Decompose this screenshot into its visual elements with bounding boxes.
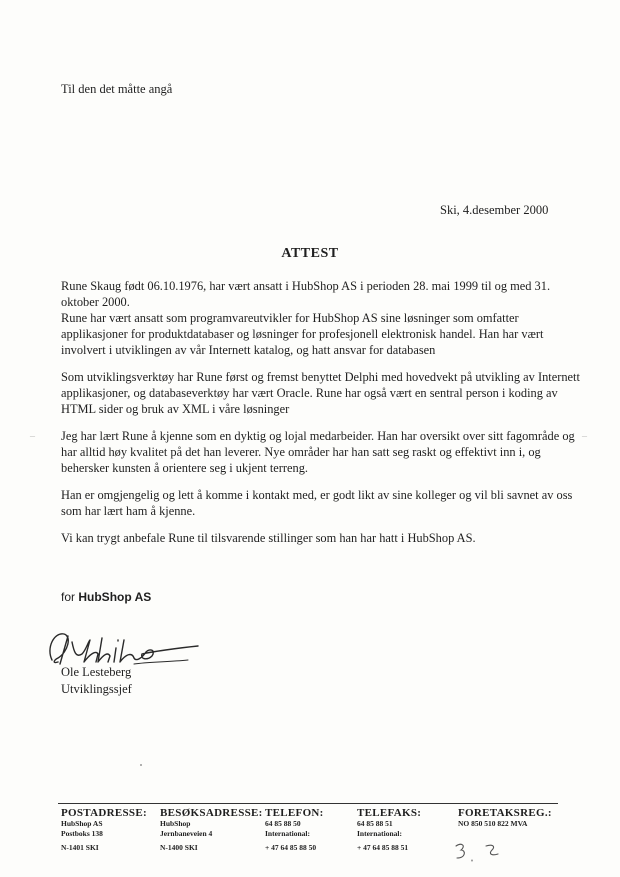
footer-line: Jernbaneveien 4 bbox=[160, 829, 213, 838]
paragraph-social bbox=[61, 487, 581, 519]
footer-postal-address bbox=[61, 807, 147, 853]
footer-business-registration bbox=[458, 807, 552, 829]
company-signoff bbox=[61, 590, 151, 604]
document-title: ATTEST bbox=[281, 246, 339, 261]
signer-title: Utviklingssjef bbox=[61, 682, 132, 696]
paragraph-text: Jeg har lært Rune å kjenne som en dyktig og lojal medarbeider. Han har oversikt over sitt fagområde og har alltid høy kvalitet på det han leverer. Nye områder har han satt seg raskt og effektivt inn i, og behersker kunsten å orientere seg i ukjent terreng. bbox=[61, 429, 575, 475]
paragraph-text: Han er omgjengelig og lett å komme i kontakt med, er godt likt av sine kolleger og vil bli savnet av oss som har lært ham å kjenne. bbox=[61, 488, 573, 518]
paragraph-recommendation bbox=[61, 530, 581, 546]
footer-heading: POSTADRESSE: bbox=[61, 807, 147, 819]
signer-block bbox=[61, 664, 132, 698]
footer-heading: BESØKSADRESSE: bbox=[160, 807, 263, 819]
footer-heading: TELEFAKS: bbox=[357, 807, 422, 819]
signer-name: Ole Lesteberg bbox=[61, 665, 132, 679]
footer-heading: TELEFON: bbox=[265, 807, 324, 819]
paragraph-employment bbox=[61, 278, 581, 358]
footer-phone bbox=[265, 807, 324, 853]
footer-line: + 47 64 85 88 51 bbox=[357, 843, 409, 852]
footer-line: Postboks 138 bbox=[61, 829, 103, 838]
handwritten-page-mark bbox=[452, 838, 522, 866]
footer-line: International: bbox=[265, 829, 310, 838]
footer-line: 64 85 88 50 bbox=[265, 819, 301, 828]
company-name: HubShop AS bbox=[78, 590, 152, 604]
footer-line: NO 850 510 822 MVA bbox=[458, 819, 528, 828]
paragraph-text: Som utviklingsverktøy har Rune først og fremst benyttet Delphi med hovedvekt på utvikling av Internett applikasjoner, og databaseverktøy har vært Oracle. Rune har også vært en sentral person i koding av HTML sider og bruk av XML i våre løsninger bbox=[61, 370, 580, 416]
scan-edge-mark-right: – bbox=[582, 431, 587, 442]
signoff-prefix: for bbox=[61, 590, 76, 604]
footer-heading: FORETAKSREG.: bbox=[458, 807, 552, 819]
footer-line: HubShop AS bbox=[61, 819, 103, 828]
place-date: Ski, 4.desember 2000 bbox=[440, 203, 549, 217]
paragraph-character bbox=[61, 428, 581, 476]
footer-line: 64 85 88 51 bbox=[357, 819, 393, 828]
footer-line: International: bbox=[357, 829, 402, 838]
footer-line: HubShop bbox=[160, 819, 191, 828]
footer-line: N-1400 SKI bbox=[160, 843, 198, 852]
greeting: Til den det måtte angå bbox=[61, 82, 173, 96]
footer-line: N-1401 SKI bbox=[61, 843, 99, 852]
footer-fax bbox=[357, 807, 421, 853]
footer-line: + 47 64 85 88 50 bbox=[265, 843, 317, 852]
scan-speck bbox=[140, 764, 142, 766]
paragraph-tools bbox=[61, 369, 581, 417]
footer-divider bbox=[58, 803, 558, 804]
paragraph-text: Rune Skaug født 06.10.1976, har vært ansatt i HubShop AS i perioden 28. mai 1999 til og med 31. oktober 2000. Rune har vært ansatt som programvareutvikler for HubShop AS sine løsninger som omfatter applikasjoner for produktdatabaser og løsninger for profesjonell elektronisk handel. Han har vært involvert i utviklingen av vår Internett katalog, og hatt ansvar for databasen bbox=[61, 279, 551, 357]
footer-visiting-address bbox=[160, 807, 263, 853]
scan-edge-mark-left: – bbox=[30, 431, 35, 442]
paragraph-text: Vi kan trygt anbefale Rune til tilsvarende stillinger som han har hatt i HubShop AS. bbox=[61, 531, 476, 545]
